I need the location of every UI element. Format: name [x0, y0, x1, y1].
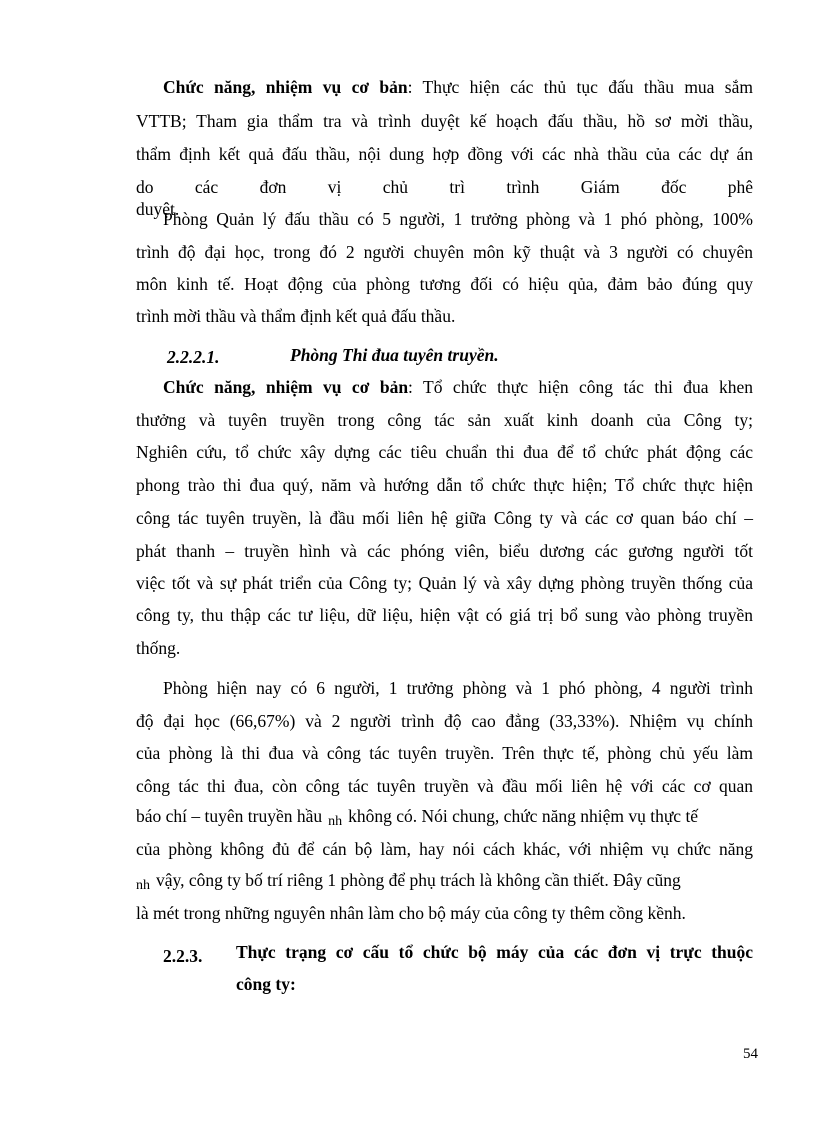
- p3-line-7: việc tốt và sự phát triển của Công ty; Quản lý và xây dựng phòng truyền thống của: [136, 573, 753, 593]
- p3-line-5: công tác tuyên truyền, là đầu mối liên hệ giữa Công ty và các cơ quan báo chí –: [136, 508, 753, 528]
- p4-line-4: công tác thi đua, còn công tác tuyên truyền và đầu mối liên hệ với các cơ quan: [136, 776, 753, 796]
- p3-heading-bold: Chức năng, nhiệm vụ cơ bản: [163, 377, 409, 397]
- p4-line-2: độ đại học (66,67%) và 2 người trình độ cao đẳng (33,33%). Nhiệm vụ chính: [136, 711, 753, 731]
- p4-line-5: [136, 805, 698, 830]
- p2-line-2: trình độ đại học, trong đó 2 người chuyên môn kỹ thuật và 3 người có chuyên: [136, 242, 753, 262]
- p3-line-6: phát thanh – truyền hình và các phóng viên, biểu dương các gương người tốt: [136, 541, 753, 561]
- p4-line-6: của phòng không đủ để cán bộ làm, hay nói cách khác, với nhiệm vụ chức năng: [136, 839, 753, 859]
- p4-line-1: Phòng hiện nay có 6 người, 1 trưởng phòng và 1 phó phòng, 4 người trình: [163, 678, 753, 698]
- section-title-2-2-3-line-2: công ty:: [236, 974, 296, 994]
- section-number-2-2-3: 2.2.3.: [163, 946, 203, 966]
- p4-line-7-nh: nh: [136, 878, 150, 893]
- p2-line-3: môn kinh tế. Hoạt động của phòng tương đối có hiệu qủa, đảm bảo đúng quy: [136, 274, 753, 294]
- p1-line-3: thẩm định kết quả đấu thầu, nội dung hợp đồng với các nhà thầu của các dự án: [136, 144, 753, 164]
- p3-line-4: phong trào thi đua quý, năm và hướng dẫn tổ chức thực hiện; Tổ chức thực hiện: [136, 475, 753, 495]
- p1-line-1-rest: : Thực hiện các thủ tục đấu thầu mua sắm: [407, 77, 753, 97]
- p1-line-2: VTTB; Tham gia thẩm tra và trình duyệt kế hoạch đấu thầu, hồ sơ mời thầu,: [136, 111, 753, 131]
- page-number: 54: [743, 1046, 758, 1062]
- p4-line-7-end: vậy, công ty bố trí riêng 1 phòng để phụ trách là không cần thiết. Đây cũng: [156, 870, 681, 890]
- p4-line-3: của phòng là thi đua và công tác tuyên truyền. Trên thực tế, phòng chủ yếu làm: [136, 743, 753, 763]
- p3-line-1-rest: : Tổ chức thực hiện công tác thi đua khen: [408, 377, 753, 397]
- p1-heading-bold: Chức năng, nhiệm vụ cơ bản: [163, 77, 408, 97]
- p1-line-1: [163, 76, 753, 98]
- p4-line-7: [136, 869, 681, 894]
- p3-line-2: thưởng và tuyên truyền trong công tác sản xuất kinh doanh của Công ty;: [136, 410, 753, 430]
- p2-line-4: trình mời thầu và thẩm định kết quả đấu thầu.: [136, 306, 456, 326]
- section-title-2-2-3-line-1: Thực trạng cơ cấu tổ chức bộ máy của các đơn vị trực thuộc: [236, 942, 753, 962]
- p4-line-5-nh: nh: [328, 814, 343, 829]
- section-title-thi-dua: Phòng Thi đua tuyên truyền.: [290, 345, 499, 365]
- p3-line-8: công ty, thu thập các tư liệu, dữ liệu, hiện vật có giá trị bổ sung vào phòng truyền: [136, 605, 753, 625]
- p3-line-9: thống.: [136, 638, 181, 658]
- section-number-2-2-2-1: 2.2.2.1.: [167, 347, 220, 367]
- p4-line-8: là mét trong những nguyên nhân làm cho bộ máy của công ty thêm cồng kềnh.: [136, 903, 686, 923]
- p3-line-3: Nghiên cứu, tổ chức xây dựng các tiêu chuẩn thi đua để tổ chức phát động các: [136, 442, 753, 462]
- p1-line-4: do các đơn vị chủ trì trình Giám đốc phê duyệt.: [136, 177, 753, 219]
- p2-line-1: Phòng Quản lý đấu thầu có 5 người, 1 trưởng phòng và 1 phó phòng, 100%: [163, 209, 753, 229]
- p4-line-5-end: không có. Nói chung, chức năng nhiệm vụ thực tế: [348, 806, 699, 826]
- p4-line-5-start: báo chí – tuyên truyền hầu: [136, 806, 323, 826]
- p3-line-1: [163, 376, 753, 398]
